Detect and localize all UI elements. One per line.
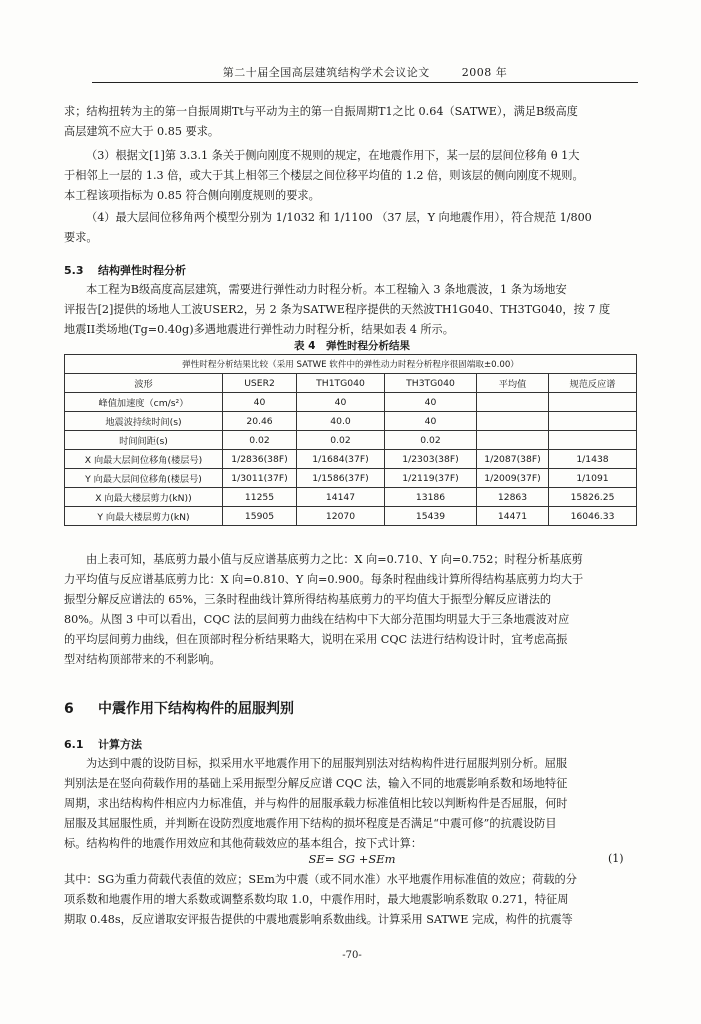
table-cell: 15826.25 bbox=[549, 488, 637, 507]
table-cell: 40 bbox=[385, 412, 477, 431]
equation-number: (1) bbox=[608, 852, 624, 865]
table-row-label: X 向最大楼层剪力(kN)) bbox=[65, 488, 223, 507]
table-cell: 40 bbox=[385, 393, 477, 412]
table-row-label: Y 向最大层间位移角(楼层号) bbox=[65, 469, 223, 488]
table-row bbox=[65, 469, 637, 488]
table-header-cell: TH3TG040 bbox=[385, 374, 477, 393]
table-row-label: X 向最大层间位移角(楼层号) bbox=[65, 450, 223, 469]
table-row bbox=[65, 450, 637, 469]
table-body bbox=[65, 393, 637, 526]
table-cell bbox=[477, 412, 549, 431]
section-6-1-paragraph: 为达到中震的设防目标，拟采用水平地震作用下的屈服判别法对结构构件进行屈服判别分析。屈服 判别法是在竖向荷载作用的基础上采用振型分解反应谱 CQC 法，输入不同的地震影响系数和场地特征 周期，求出结构构件相应内力标准值，并与构件的屈服承载力标准值相比较以判断构件是否屈服，何时 屈服及其屈服性质，并判断在设防烈度地震作用下结构的损坏程度是否满足“中震可修”的抗震设防目 标。结构构件的地震作用效应和其他荷载效应的基本组合，按下式计算： bbox=[64, 757, 568, 850]
intro-paragraph-3: （4）最大层间位移角两个模型分别为 1/1032 和 1/1100 （37 层，Y 向地震作用），符合规范 1/800 要求。 bbox=[64, 211, 592, 244]
section-5-3-paragraph: 本工程为B级高度高层建筑，需要进行弹性动力时程分析。本工程输入 3 条地震波，1 条为场地安 评报告[2]提供的场地人工波USER2，另 2 条为SATWE程序提供的天然波TH1G040、TH3TG040，按 7 度 地震II类场地(Tg=0.40g)多遇地震进行弹性动力时程分析，结果如表 4 所示。 bbox=[64, 283, 611, 336]
table-header-cell: 平均值 bbox=[477, 374, 549, 393]
table-cell: 15439 bbox=[385, 507, 477, 526]
table-cell: 1/2087(38F) bbox=[477, 450, 549, 469]
table-cell: 12863 bbox=[477, 488, 549, 507]
section-heading-5-3: 5.3 结构弹性时程分析 bbox=[64, 264, 186, 277]
running-header bbox=[92, 64, 638, 83]
table-header-cell: 规范反应谱 bbox=[549, 374, 637, 393]
table-cell bbox=[549, 431, 637, 450]
table-cell: 1/1438 bbox=[549, 450, 637, 469]
table-cell bbox=[477, 431, 549, 450]
table-cell: 11255 bbox=[223, 488, 297, 507]
table-cell: 0.02 bbox=[297, 431, 385, 450]
intro-paragraph-1: 求；结构扭转为主的第一自振周期Tt与平动为主的第一自振周期T1之比 0.64（SATWE），满足B级高度 高层建筑不应大于 0.85 要求。 bbox=[64, 105, 578, 138]
table-cell bbox=[477, 393, 549, 412]
table-row bbox=[65, 431, 637, 450]
table-cell: 1/2303(38F) bbox=[385, 450, 477, 469]
table-cell: 0.02 bbox=[223, 431, 297, 450]
table-cell: 40.0 bbox=[297, 412, 385, 431]
conference-title: 第二十届全国高层建筑结构学术会议论文 bbox=[222, 66, 430, 79]
table-cell: 13186 bbox=[385, 488, 477, 507]
table-cell: 1/2836(38F) bbox=[223, 450, 297, 469]
table-row-label: 地震波持续时间(s) bbox=[65, 412, 223, 431]
table-cell: 14471 bbox=[477, 507, 549, 526]
table-caption: 表 4 弹性时程分析结果 bbox=[294, 340, 410, 352]
table-cell bbox=[549, 393, 637, 412]
section-heading-6: 6 中震作用下结构构件的屈服判别 bbox=[64, 701, 294, 717]
header-year: 2008 年 bbox=[461, 66, 508, 79]
formula-explanation: 其中：SG为重力荷载代表值的效应；SEm为中震（或不同水准）水平地震作用标准值的效应；荷载的分 项系数和地震作用的增大系数或调整系数均取 1.0，中震作用时，最大地震影响系数取 0.271，特征周 期取 0.48s，反应谱取安评报告提供的中震地震影响系数曲线。计算采用 SATWE 完成，构件的抗震等 bbox=[64, 873, 577, 926]
table-row-label: 峰值加速度（cm/s²） bbox=[65, 393, 223, 412]
table-header-cell: USER2 bbox=[223, 374, 297, 393]
table-cell: 14147 bbox=[297, 488, 385, 507]
formula-1: SE= SG +SEm bbox=[308, 852, 396, 866]
table-cell: 15905 bbox=[223, 507, 297, 526]
table-row-label: 时间间距(s) bbox=[65, 431, 223, 450]
table-title-cell: 弹性时程分析结果比较（采用 SATWE 软件中的弹性动力时程分析程序很固端取±0.00） bbox=[65, 355, 637, 374]
table-cell: 1/3011(37F) bbox=[223, 469, 297, 488]
results-table bbox=[64, 354, 637, 526]
table-cell: 1/1684(37F) bbox=[297, 450, 385, 469]
table-cell: 1/2119(37F) bbox=[385, 469, 477, 488]
section-heading-6-1: 6.1 计算方法 bbox=[64, 738, 142, 751]
table-cell: 40 bbox=[297, 393, 385, 412]
table-cell: 40 bbox=[223, 393, 297, 412]
table-cell: 20.46 bbox=[223, 412, 297, 431]
table-cell: 16046.33 bbox=[549, 507, 637, 526]
table-row bbox=[65, 412, 637, 431]
table-header-row bbox=[65, 374, 637, 393]
table-cell: 1/1091 bbox=[549, 469, 637, 488]
table-title-row bbox=[65, 355, 637, 374]
table-row bbox=[65, 393, 637, 412]
page-number: -70- bbox=[342, 950, 362, 961]
table-cell: 0.02 bbox=[385, 431, 477, 450]
table-row-label: Y 向最大楼层剪力(kN) bbox=[65, 507, 223, 526]
table-header-cell: 波形 bbox=[65, 374, 223, 393]
table-row bbox=[65, 507, 637, 526]
table-cell: 1/1586(37F) bbox=[297, 469, 385, 488]
table-cell: 1/2009(37F) bbox=[477, 469, 549, 488]
table-header-cell: TH1TG040 bbox=[297, 374, 385, 393]
table-cell: 12070 bbox=[297, 507, 385, 526]
discussion-paragraph: 由上表可知，基底剪力最小值与反应谱基底剪力之比：X 向=0.710、Y 向=0.752；时程分析基底剪 力平均值与反应谱基底剪力比：X 向=0.810、Y 向=0.900。每条时程曲线计算所得结构基底剪力均大于 振型分解反应谱法的 65%，三条时程曲线计算所得结构基底剪力的平均值大于振型分解反应谱法的 80%。从图 3 中可以看出，CQC 法的层间剪力曲线在结构中下大部分范围均明显大于三条地震波对应 的平均层间剪力曲线，但在顶部时程分析结果略大，说明在采用 CQC 法进行结构设计时，宜考虑高振 型对结构顶部带来的不利影响。 bbox=[64, 553, 584, 666]
intro-paragraph-2: （3）根据文[1]第 3.3.1 条关于侧向刚度不规则的规定，在地震作用下，某一层的层间位移角 θ 1大 于相邻上一层的 1.3 倍，或大于其上相邻三个楼层之间位移平均值的 1.2 倍，则该层的侧向刚度不规则。 本工程该项指标为 0.85 符合侧向刚度规则的要求。 bbox=[64, 149, 584, 202]
table-row bbox=[65, 488, 637, 507]
table-cell bbox=[549, 412, 637, 431]
